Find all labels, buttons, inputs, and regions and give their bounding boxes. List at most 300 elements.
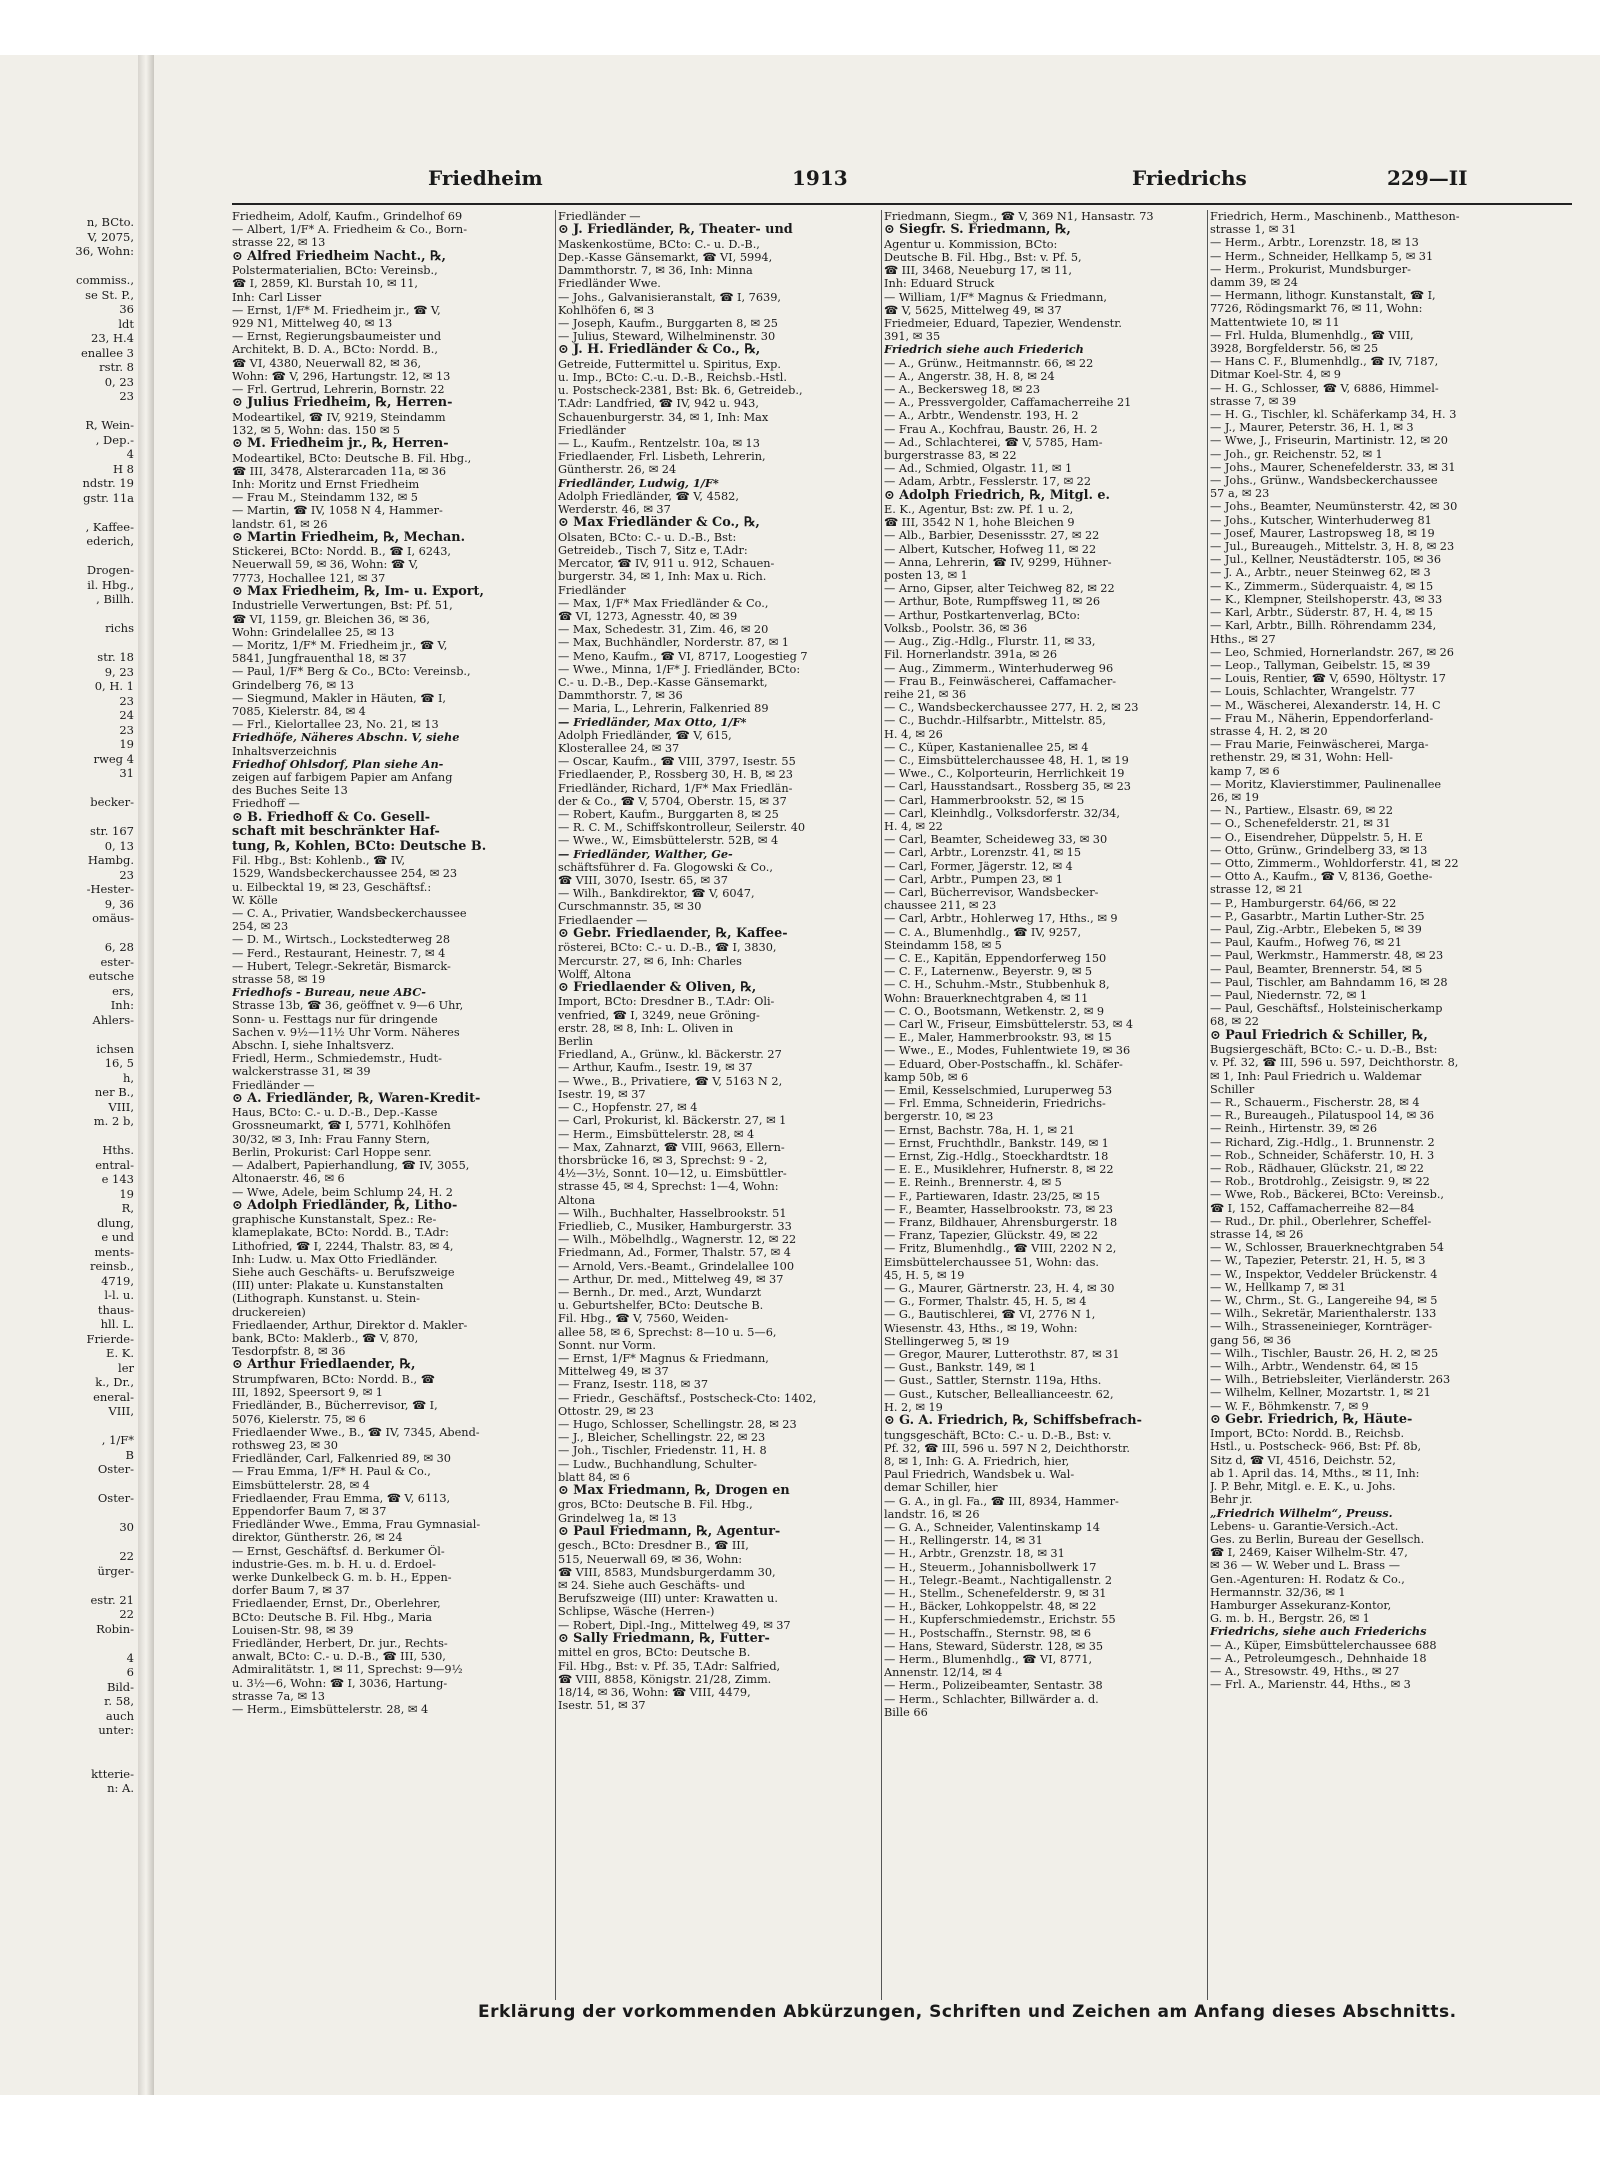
directory-entry: 3928, Borgfelderstr. 56, ✉ 25 (1210, 342, 1379, 356)
column-2 (558, 210, 878, 2000)
directory-entry: Friedlaender, Frl. Lisbeth, Lehrerin, (558, 450, 766, 464)
directory-entry: druckereien) (232, 1305, 306, 1319)
directory-entry: Mercator, ☎ IV, 911 u. 912, Schauen- (558, 557, 775, 571)
facing-page-fragment: VIII, (108, 1404, 134, 1418)
directory-entry: Friedrichs, siehe auch Friederichs (1210, 1625, 1427, 1639)
facing-page-fragment: Ahlers- (92, 1012, 134, 1027)
directory-entry: — Wilh., Tischler, Baustr. 26, H. 2, ✉ 25 (1210, 1346, 1439, 1360)
directory-entry: Güntherstr. 26, ✉ 24 (558, 463, 677, 477)
directory-entry: — Reinh., Hirtenstr. 39, ✉ 26 (1210, 1122, 1378, 1136)
facing-page-fragment: 23 (119, 693, 134, 708)
directory-entry: — Franz, Isestr. 118, ✉ 37 (558, 1378, 709, 1392)
directory-entry: — R. C. M., Schiffskontrolleur, Seilerstr. 40 (558, 821, 806, 835)
facing-page-fragment (0, 1752, 138, 1767)
facing-page-fragment: e und (101, 1230, 134, 1244)
directory-entry: bank, BCto: Maklerb., ☎ V, 870, (232, 1332, 419, 1346)
directory-entry: burgerstr. 34, ✉ 1, Inh: Max u. Rich. (558, 570, 767, 584)
facing-page-fragment: unter: (98, 1723, 134, 1737)
directory-entry: ⊙ J. H. Friedländer & Co., ℞, (558, 343, 761, 358)
directory-entry: Modeartikel, BCto: Deutsche B. Fil. Hbg., (232, 451, 472, 465)
facing-page-fragment: 22 (119, 1549, 134, 1563)
directory-entry: — Johs., Kutscher, Winterhuderweg 81 (1210, 513, 1432, 527)
directory-entry: Curschmannstr. 35, ✉ 30 (558, 900, 702, 914)
directory-entry: 7085, Kielerstr. 84, ✉ 4 (232, 705, 366, 718)
directory-entry: Haus, BCto: C.- u. D.-B., Dep.-Kasse (232, 1106, 438, 1120)
directory-entry: Lebens- u. Garantie-Versich.-Act. (1210, 1519, 1399, 1533)
directory-entry: Wohn: Brauerknechtgraben 4, ✉ 11 (884, 991, 1089, 1005)
directory-entry: Friedhoff — (232, 797, 300, 811)
facing-page-fragment: h, (122, 1070, 134, 1085)
directory-entry: — C. H., Schuhm.-Mstr., Stubbenhuk 8, (884, 978, 1110, 992)
facing-page-fragment (0, 1477, 138, 1492)
directory-entry: — W. F., Böhmkenstr. 7, ✉ 9 (1210, 1399, 1369, 1413)
directory-entry: — Hans, Steward, Süderstr. 128, ✉ 35 (884, 1639, 1104, 1653)
directory-entry: — H. G., Tischler, kl. Schäferkamp 34, H. 3 (1210, 408, 1457, 422)
directory-entry: — Karl, Arbtr., Süderstr. 87, H. 4, ✉ 15 (1210, 606, 1433, 620)
directory-entry: — A., Küper, Eimsbüttelerchaussee 688 (1210, 1638, 1437, 1652)
directory-entry: 18/14, ✉ 36, Wohn: ☎ VIII, 4479, (558, 1685, 751, 1699)
directory-entry: ⊙ Siegfr. S. Friedmann, ℞, (884, 223, 1071, 238)
directory-entry: Wolff, Altona (558, 967, 632, 981)
facing-page-fragment: se St. P., (85, 287, 134, 302)
directory-entry: Grindelweg 1a, ✉ 13 (558, 1511, 677, 1525)
directory-entry: — Wwe, J., Friseurin, Martinistr. 12, ✉ 20 (1210, 434, 1448, 448)
directory-entry: ✉ 24. Siehe auch Geschäfts- und (558, 1579, 745, 1592)
directory-entry: — Otto, Grünw., Grindelberg 33, ✉ 13 (1210, 843, 1428, 857)
directory-entry: Schlipse, Wäsche (Herren-) (558, 1605, 715, 1619)
directory-entry: — Wilh., Buchhalter, Hasselbrookstr. 51 (558, 1206, 787, 1220)
directory-entry: Inh: Carl Lisser (232, 290, 322, 304)
directory-entry: Inh: Ludw. u. Max Otto Friedländer. (232, 1252, 438, 1266)
facing-page-fragment: str. 167 (89, 824, 134, 838)
directory-entry: — O., Eisendreher, Düppelstr. 5, H. E (1210, 830, 1423, 844)
directory-entry: ☎ VIII, 8583, Mundsburgerdamm 30, (558, 1565, 776, 1579)
facing-page-fragment: eutsche (88, 969, 134, 983)
directory-entry: H. 4, ✉ 26 (884, 727, 943, 741)
directory-entry: — Arthur, Postkartenverlag, BCto: (884, 608, 1081, 622)
facing-page-fragment (0, 1027, 138, 1042)
directory-entry: — Ernst, 1/F* M. Friedheim jr., ☎ V, (232, 303, 441, 317)
directory-entry: — Arnold, Vers.-Beamt., Grindelallee 100 (558, 1259, 795, 1273)
facing-page-fragment: E. K. (106, 1346, 134, 1360)
directory-entry: strasse 1, ✉ 31 (1210, 223, 1297, 237)
directory-entry: „Friedrich Wilhelm“, Preuss. (1210, 1506, 1393, 1520)
directory-entry: — Rob., Brotdrohlg., Zeisigstr. 9, ✉ 22 (1210, 1175, 1430, 1189)
facing-page-fragment: auch (105, 1708, 134, 1723)
directory-entry: Friedländer Wwe., Emma, Frau Gymnasial- (232, 1518, 481, 1532)
directory-entry: Stellingerweg 5, ✉ 19 (884, 1334, 1010, 1348)
directory-entry: bergerstr. 10, ✉ 23 (884, 1110, 994, 1124)
directory-entry: — Ernst, Regierungsbaumeister und (232, 330, 442, 344)
directory-entry: ⊙ M. Friedheim jr., ℞, Herren- (232, 437, 449, 452)
directory-entry: — N., Partiew., Elsastr. 69, ✉ 22 (1210, 804, 1394, 818)
facing-page-fragment: , 1/F* (101, 1433, 134, 1447)
directory-entry: ⊙ Max Friedheim, ℞, Im- u. Export, (232, 584, 484, 599)
book-gutter (138, 55, 154, 2095)
directory-entry: zeigen auf farbigem Papier am Anfang (232, 771, 453, 785)
facing-page-fragment: ments- (94, 1244, 134, 1259)
directory-entry: — Carl, Arbtr., Pumpen 23, ✉ 1 (884, 872, 1063, 886)
directory-entry: strasse 7a, ✉ 13 (232, 1689, 325, 1703)
directory-entry: — Frau Marie, Feinwäscherei, Marga- (1210, 738, 1429, 752)
facing-page-fragment: 6, 28 (104, 940, 134, 954)
directory-entry: strasse 58, ✉ 19 (232, 972, 326, 986)
directory-entry: C.- u. D.-B., Dep.-Kasse Gänsemarkt, (558, 676, 768, 689)
directory-entry: — Aug., Zimmerm., Winterhuderweg 96 (884, 661, 1114, 675)
directory-entry: Inhaltsverzeichnis (232, 744, 337, 758)
facing-page-fragment: rweg 4 (93, 751, 134, 766)
directory-entry: 26, ✉ 19 (1210, 790, 1259, 804)
facing-page-fragment (0, 1738, 138, 1753)
directory-entry: Getreide, Futtermittel u. Spiritus, Exp. (558, 357, 781, 371)
directory-entry: — Paul, Geschäftsf., Holsteinischerkamp (1210, 1002, 1443, 1016)
facing-page-fragment: V, 2075, (87, 229, 134, 244)
facing-page-fragment: ler (118, 1360, 134, 1375)
facing-page-fragment (0, 810, 138, 825)
directory-entry: blatt 84, ✉ 6 (558, 1470, 631, 1484)
directory-entry: — Herm., Eimsbüttelerstr. 28, ✉ 4 (558, 1127, 755, 1141)
directory-entry: 929 N1, Mittelweg 40, ✉ 13 (232, 316, 393, 330)
directory-entry: H. 2, ✉ 19 (884, 1400, 943, 1414)
directory-entry: Friedlaender, Ernst, Dr., Oberlehrer, (232, 1597, 441, 1611)
directory-entry: Maskenkostüme, BCto: C.- u. D.-B., (558, 237, 760, 251)
directory-entry: Agentur u. Kommission, BCto: (884, 237, 1058, 251)
directory-entry: walckerstrasse 31, ✉ 39 (232, 1065, 371, 1079)
directory-entry: — Joh., Tischler, Friedenstr. 11, H. 8 (558, 1444, 767, 1458)
facing-page-fragment: Frierde- (86, 1331, 134, 1346)
directory-entry: — W., Schlosser, Brauerknechtgraben 54 (1210, 1241, 1444, 1255)
facing-page-fragment: ktterie- (91, 1766, 134, 1781)
directory-entry: — Wilh., Strasseneinieger, Kornträger- (1210, 1320, 1433, 1334)
directory-entry: ⊙ Friedlaender & Oliven, ℞, (558, 980, 757, 995)
facing-page-fragment (0, 505, 138, 520)
directory-entry: Mattentwiete 10, ✉ 11 (1210, 315, 1340, 329)
directory-entry: ⊙ Sally Friedmann, ℞, Futter- (558, 1631, 770, 1646)
directory-entry: landstr. 16, ✉ 26 (884, 1507, 980, 1521)
directory-entry: — Ernst, Bachstr. 78a, H. 1, ✉ 21 (884, 1123, 1075, 1137)
directory-entry: Sitz d, ☎ VI, 4516, Deichstr. 52, (1210, 1453, 1396, 1467)
facing-page-fragment: entral- (95, 1157, 134, 1172)
directory-entry: Friedländer (558, 583, 626, 597)
directory-entry: u. Geburtshelfer, BCto: Deutsche B. (558, 1299, 764, 1313)
directory-entry: — M., Wäscherei, Alexanderstr. 14, H. C (1210, 698, 1441, 712)
directory-entry: allee 58, ✉ 6, Sprechst: 8—10 u. 5—6, (558, 1325, 777, 1339)
directory-entry: — Anna, Lehrerin, ☎ IV, 9299, Hühner- (884, 555, 1112, 569)
directory-entry: — Herm., Polizeibeamter, Sentastr. 38 (884, 1679, 1103, 1693)
directory-entry: — G. A., Schneider, Valentinskamp 14 (884, 1521, 1100, 1534)
directory-entry: Adolph Friedländer, ☎ V, 4582, (558, 489, 739, 503)
directory-entry: Wohn: ☎ V, 296, Hartungstr. 12, ✉ 13 (232, 369, 451, 383)
directory-entry: Adolph Friedländer, ☎ V, 615, (558, 728, 732, 742)
facing-page-fragment (0, 781, 138, 796)
directory-entry: ⊙ Max Friedmann, ℞, Drogen en (558, 1483, 790, 1498)
directory-entry: Mercurstr. 27, ✉ 6, Inh: Charles (558, 954, 742, 968)
directory-entry: — W., Tapezier, Peterstr. 21, H. 5, ✉ 3 (1210, 1254, 1426, 1268)
directory-entry: ⊙ G. A. Friedrich, ℞, Schiffsbefrach- (884, 1414, 1142, 1429)
directory-entry: — Wwe, Rob., Bäckerei, BCto: Vereinsb., (1210, 1188, 1445, 1202)
directory-entry: — Hugo, Schlosser, Schellingstr. 28, ✉ 23 (558, 1417, 797, 1431)
directory-entry: ⊙ Adolph Friedrich, ℞, Mitgl. e. (884, 488, 1110, 503)
directory-entry: — H., Stellm., Schenefelderstr. 9, ✉ 31 (884, 1587, 1107, 1601)
facing-page-fragment: ner B., (94, 1085, 134, 1099)
directory-entry: Tesdorpfstr. 8, ✉ 36 (232, 1345, 346, 1359)
directory-entry: reihe 21, ✉ 36 (884, 687, 967, 701)
directory-entry: — C., Küper, Kastanienallee 25, ✉ 4 (884, 740, 1089, 754)
directory-entry: Getreideb., Tisch 7, Sitz e, T.Adr: (558, 543, 748, 557)
directory-entry: — Alb., Barbier, Desenissstr. 27, ✉ 22 (884, 529, 1100, 543)
directory-entry: Hths., ✉ 27 (1210, 632, 1276, 646)
directory-entry: — Frau A., Kochfrau, Baustr. 26, H. 2 (884, 422, 1098, 436)
directory-entry: Eimsbüttelerstr. 28, ✉ 4 (232, 1478, 370, 1492)
directory-entry: kamp 7, ✉ 6 (1210, 764, 1280, 778)
directory-entry: — Meno, Kaufm., ☎ VI, 8717, Loogestieg 7 (558, 649, 808, 663)
directory-entry: — A., Angerstr. 38, H. 8, ✉ 24 (884, 369, 1055, 383)
facing-page-fragment: Oster- (97, 1462, 134, 1476)
directory-entry: — Frl., Kielortallee 23, No. 21, ✉ 13 (232, 718, 439, 732)
directory-entry: — Louis, Rentier, ☎ V, 6590, Höltystr. 17 (1210, 672, 1446, 686)
directory-entry: — H., Bäcker, Lohkoppelstr. 48, ✉ 22 (884, 1600, 1097, 1614)
directory-entry: — Adalbert, Papierhandlung, ☎ IV, 3055, (232, 1159, 470, 1173)
directory-entry: — H., Postschaffn., Sternstr. 98, ✉ 6 (884, 1626, 1092, 1640)
directory-entry: — Robert, Kaufm., Burggarten 8, ✉ 25 (558, 808, 779, 822)
directory-entry: Friedlieb, C., Musiker, Hamburgerstr. 33 (558, 1219, 792, 1233)
directory-entry: — Arthur, Dr. med., Mittelweg 49, ✉ 37 (558, 1272, 784, 1286)
directory-entry: schaft mit beschränkter Haf- (232, 825, 440, 840)
directory-entry: 7726, Rödingsmarkt 76, ✉ 11, Wohn: (1210, 302, 1423, 316)
directory-entry: Bille 66 (884, 1705, 928, 1719)
directory-entry: Fil. Hbg., Bst: v. Pf. 35, T.Adr: Salfried, (558, 1659, 781, 1673)
directory-entry: — Carl, Hammerbrookstr. 52, ✉ 15 (884, 793, 1085, 807)
directory-entry: — Max, 1/F* Max Friedländer & Co., (558, 596, 769, 610)
facing-page-fragment: eneral- (93, 1389, 134, 1404)
facing-page-fragment: k., Dr., (95, 1375, 134, 1389)
directory-entry: ☎ I, 152, Caffamacherreihe 82—84 (1210, 1201, 1415, 1215)
directory-entry: Friedländer, Herbert, Dr. jur., Rechts- (232, 1637, 448, 1650)
directory-entry: — C., Buchdr.-Hilfsarbtr., Mittelstr. 85, (884, 714, 1106, 728)
directory-entry: 1529, Wandsbeckerchaussee 254, ✉ 23 (232, 867, 458, 881)
directory-entry: ⊙ Alfred Friedheim Nacht., ℞, (232, 249, 446, 264)
directory-entry: — Hermann, lithogr. Kunstanstalt, ☎ I, (1210, 289, 1436, 303)
directory-entry: 7773, Hochallee 121, ✉ 37 (232, 571, 386, 585)
directory-entry: — F., Partiewaren, Idastr. 23/25, ✉ 15 (884, 1189, 1101, 1203)
facing-page-fragment: 23, H.4 (91, 331, 134, 345)
directory-entry: — G., Maurer, Gärtnerstr. 23, H. 4, ✉ 30 (884, 1282, 1115, 1296)
directory-entry: 45, H. 5, ✉ 19 (884, 1268, 965, 1282)
facing-page-fragment: VIII, (108, 1099, 134, 1114)
directory-entry: Friedländer, Ludwig, 1/F* (558, 476, 719, 490)
directory-entry: Friedheim, Adolf, Kaufm., Grindelhof 69 (232, 210, 463, 223)
directory-entry: 57 a, ✉ 23 (1210, 487, 1270, 501)
directory-entry: strasse 22, ✉ 13 (232, 236, 326, 250)
directory-entry: — Frl. Hulda, Blumenhdlg., ☎ VIII, (1210, 328, 1414, 342)
directory-entry: Abschn. I, siehe Inhaltsverz. (232, 1038, 395, 1052)
directory-entry: — C. A., Blumenhdlg., ☎ IV, 9257, (884, 925, 1082, 939)
facing-page-fragment: ers, (112, 983, 134, 998)
facing-page-fragment: 4719, (101, 1273, 134, 1288)
directory-entry: — Max, Schedestr. 31, Zim. 46, ✉ 20 (558, 623, 769, 637)
directory-entry: — Ernst, 1/F* Magnus & Friedmann, (558, 1351, 769, 1365)
facing-page-fragment: gstr. 11a (83, 490, 134, 505)
directory-entry: u. Postscheck-2381, Bst: Bk. 6, Getreideb., (558, 384, 803, 398)
header-rule (232, 203, 1572, 205)
directory-entry: posten 13, ✉ 1 (884, 569, 968, 583)
directory-entry: — Wilhelm, Kellner, Mozartstr. 1, ✉ 21 (1210, 1386, 1431, 1400)
directory-entry: — C., Wandsbeckerchaussee 277, H. 2, ✉ 23 (884, 701, 1139, 715)
directory-entry: — G., Former, Thalstr. 45, H. 5, ✉ 4 (884, 1295, 1087, 1309)
directory-entry: Stickerei, BCto: Nordd. B., ☎ I, 6243, (232, 545, 451, 559)
directory-entry: — Arthur, Kaufm., Isestr. 19, ✉ 37 (558, 1061, 753, 1075)
facing-page-fragment: m. 2 b, (93, 1114, 134, 1128)
facing-page-fragment: ester- (100, 954, 134, 969)
directory-entry: ☎ III, 3478, Alsterarcaden 11a, ✉ 36 (232, 464, 447, 478)
facing-page-fragment: , Kaffee- (85, 519, 134, 534)
directory-entry: — Ernst, Fruchthdlr., Bankstr. 149, ✉ 1 (884, 1136, 1109, 1150)
directory-entry: schäftsführer d. Fa. Glogowski & Co., (558, 860, 773, 874)
directory-entry: Friedhofs - Bureau, neue ABC- (232, 986, 426, 1000)
page-header (232, 166, 1572, 196)
directory-entry: — Moritz, Klavierstimmer, Paulinenallee (1210, 777, 1442, 791)
directory-entry: BCto: Deutsche B. Fil. Hbg., Maria (232, 1610, 432, 1624)
facing-page-fragment: 19 (119, 737, 134, 751)
facing-page-fragment: 0, H. 1 (94, 679, 134, 693)
directory-entry: u. Imp., BCto: C.-u. D.-B., Reichsb.-Hstl. (558, 371, 788, 385)
directory-entry: — Carl, Prokurist, kl. Bäckerstr. 27, ✉ 1 (558, 1114, 787, 1128)
directory-entry: Eimsbüttelerchaussee 51, Wohn: das. (884, 1255, 1100, 1269)
facing-page-fragment: 16, 5 (104, 1056, 134, 1070)
directory-entry: E. K., Agentur, Bst: zw. Pf. 1 u. 2, (884, 503, 1074, 517)
directory-entry: — Robert, Dipl.-Ing., Mittelweg 49, ✉ 37 (558, 1618, 791, 1632)
directory-entry: tungsgeschäft, BCto: C.- u. D.-B., Bst: v. (884, 1428, 1112, 1442)
directory-entry: — A., Stresowstr. 49, Hths., ✉ 27 (1210, 1664, 1400, 1678)
directory-entry: — Wilh., Betriebsleiter, Vierländerstr. 263 (1210, 1373, 1451, 1387)
directory-entry: — Wwe, Adele, beim Schlump 24, H. 2 (232, 1185, 453, 1199)
directory-entry: damm 39, ✉ 24 (1210, 276, 1298, 290)
facing-page-fragment: omäus- (92, 911, 134, 925)
directory-entry: — Paul, Zig.-Arbtr., Elebeken 5, ✉ 39 (1210, 922, 1422, 936)
directory-entry: Friedlaender, Frau Emma, ☎ V, 6113, (232, 1491, 451, 1505)
directory-entry: — A., Beckersweg 18, ✉ 23 (884, 382, 1041, 396)
directory-entry: ⊙ Paul Friedrich & Schiller, ℞, (1210, 1028, 1428, 1043)
directory-entry: Friedländer, Richard, 1/F* Max Friedlän- (558, 781, 793, 795)
directory-entry: T.Adr: Landfried, ☎ IV, 942 u. 943, (558, 397, 759, 411)
directory-entry: — A., Arbtr., Wendenstr. 193, H. 2 (884, 409, 1079, 423)
directory-entry: — W., Hellkamp 7, ✉ 31 (1210, 1280, 1346, 1294)
directory-entry: Gen.-Agenturen: H. Rodatz & Co., (1210, 1572, 1405, 1586)
directory-entry: — Ad., Schmied, Olgastr. 11, ✉ 1 (884, 462, 1073, 476)
facing-page-fragment: 9, 36 (104, 896, 134, 911)
facing-page-fragment: Inh: (110, 998, 134, 1012)
directory-entry: — Jul., Kellner, Neustädterstr. 105, ✉ 36 (1210, 553, 1442, 567)
facing-page-fragment: 4 (126, 1650, 134, 1665)
directory-entry: gang 56, ✉ 36 (1210, 1333, 1292, 1347)
directory-entry: — Herm., Prokurist, Mundsburger- (1210, 262, 1411, 276)
directory-entry: industrie-Ges. m. b. H. u. d. Erdoel- (232, 1557, 436, 1571)
directory-entry: — Gust., Bankstr. 149, ✉ 1 (884, 1361, 1037, 1375)
directory-entry: u. Eilbecktal 19, ✉ 23, Geschäftsf.: (232, 880, 432, 894)
directory-entry: — Ernst, Geschäftsf. d. Berkumer Öl- (232, 1544, 445, 1558)
directory-entry: Pf. 32, ☎ III, 596 u. 597 N 2, Deichthorstr. (884, 1441, 1131, 1455)
facing-page-fragment: richs (105, 621, 134, 635)
facing-page-fragment: 36, Wohn: (75, 244, 134, 258)
facing-page-fragment: B (125, 1447, 134, 1462)
directory-entry: Fil. Hbg., Bst: Kohlenb., ☎ IV, (232, 854, 406, 868)
facing-page-fragment: Drogen- (86, 563, 134, 577)
directory-entry: erstr. 28, ✉ 8, Inh: L. Oliven in (558, 1021, 734, 1035)
directory-entry: — Friedländer, Walther, Ge- (558, 847, 733, 861)
facing-page-fragment: dlung, (97, 1215, 134, 1230)
column-divider (881, 210, 882, 2000)
directory-entry: burgerstrasse 83, ✉ 22 (884, 448, 1017, 462)
facing-page-fragment (0, 1578, 138, 1593)
directory-entry: Isestr. 51, ✉ 37 (558, 1699, 646, 1713)
directory-entry: Louisen-Str. 98, ✉ 39 (232, 1623, 354, 1637)
directory-entry: — A., Pressvergolder, Caffamacherreihe 21 (884, 396, 1132, 410)
directory-entry: werke Dunkelbeck G. m. b. H., Eppen- (232, 1570, 452, 1584)
directory-entry: — Jul., Bureaugeh., Mittelstr. 3, H. 8, ✉ 23 (1210, 540, 1455, 554)
facing-page-fragment: 9, 23 (104, 664, 134, 679)
directory-entry: — Wilh., Möbelhdlg., Wagnerstr. 12, ✉ 22 (558, 1233, 797, 1247)
directory-entry: — D. M., Wirtsch., Lockstedterweg 28 (232, 933, 451, 947)
directory-entry: — H., Telegr.-Beamt., Nachtigallenstr. 2 (884, 1573, 1113, 1587)
directory-entry: — Carl, Kleinhdlg., Volksdorferstr. 32/34, (884, 806, 1120, 820)
directory-entry: — Josef, Maurer, Lastropsweg 18, ✉ 19 (1210, 526, 1435, 540)
directory-entry: Friedlaender, Arthur, Direktor d. Makler- (232, 1318, 468, 1332)
directory-entry: ☎ VI, 1273, Agnesstr. 40, ✉ 39 (558, 609, 738, 623)
facing-page-fragment: 4 (126, 447, 134, 461)
directory-entry: Grossneumarkt, ☎ I, 5771, Kohlhöfen (232, 1119, 451, 1133)
facing-page-fragment: str. 18 (97, 650, 134, 664)
directory-entry: Steindamm 158, ✉ 5 (884, 938, 1002, 952)
facing-page-fragment: Oster- (97, 1491, 134, 1505)
directory-entry: — R., Schauerm., Fischerstr. 28, ✉ 4 (1210, 1095, 1420, 1109)
directory-entry: 132, ✉ 5, Wohn: das. 150 ✉ 5 (232, 423, 401, 437)
directory-entry: — Johs., Grünw., Wandsbeckerchaussee (1210, 474, 1438, 488)
directory-entry: — R., Bureaugeh., Pilatuspool 14, ✉ 36 (1210, 1109, 1435, 1123)
directory-entry: — A., Grünw., Heitmannstr. 66, ✉ 22 (884, 356, 1094, 370)
directory-entry: Bugsiergeschäft, BCto: C.- u. D.-B., Bst: (1210, 1043, 1438, 1057)
directory-entry: — Wilh., Arbtr., Wendenstr. 64, ✉ 15 (1210, 1359, 1419, 1373)
directory-entry: 254, ✉ 23 (232, 920, 289, 934)
directory-entry: — Bernh., Dr. med., Arzt, Wundarzt (558, 1285, 762, 1299)
directory-entry: Friedhof Ohlsdorf, Plan siehe An- (232, 757, 444, 771)
directory-entry: ⊙ A. Friedländer, ℞, Waren-Kredit- (232, 1091, 481, 1106)
facing-page-fragment: 23 (119, 867, 134, 882)
directory-entry: Friedländer — (232, 1078, 315, 1092)
directory-entry: — Rud., Dr. phil., Oberlehrer, Scheffel- (1210, 1214, 1432, 1228)
facing-page-fragment: Bild- (106, 1679, 134, 1694)
directory-entry: Klosterallee 24, ✉ 37 (558, 742, 680, 756)
directory-entry: W. Kölle (232, 893, 278, 907)
facing-page-fragment (0, 404, 138, 419)
directory-entry: gesch., BCto: Dresdner B., ☎ III, (558, 1539, 749, 1553)
directory-entry: Altona (558, 1193, 596, 1207)
directory-entry: Volksb., Poolstr. 36, ✉ 36 (884, 621, 1028, 635)
column-1 (232, 210, 552, 2000)
directory-entry: — Arno, Gipser, alter Teichweg 82, ✉ 22 (884, 582, 1115, 596)
directory-entry: — Max, Buchhändler, Norderstr. 87, ✉ 1 (558, 636, 789, 650)
facing-page-fragment: 0, 23 (104, 374, 134, 389)
directory-entry: ⊙ Max Friedländer & Co., ℞, (558, 516, 760, 531)
directory-entry: kamp 50b, ✉ 6 (884, 1070, 969, 1084)
facing-page-fragment: n: A. (107, 1781, 134, 1795)
directory-entry: strasse 4, H. 2, ✉ 20 (1210, 724, 1328, 738)
directory-entry: — H., Steuerm., Johannisbollwerk 17 (884, 1560, 1097, 1574)
directory-entry: — Frl. Emma, Schneiderin, Friedrichs- (884, 1097, 1106, 1111)
facing-page-fragment: Robin- (96, 1621, 134, 1636)
facing-page-fragment: Hambg. (87, 853, 134, 867)
directory-entry: Friedlaender, P., Rossberg 30, H. B, ✉ 23 (558, 768, 793, 782)
directory-entry: Friedhöfe, Näheres Abschn. V, siehe (232, 731, 460, 745)
